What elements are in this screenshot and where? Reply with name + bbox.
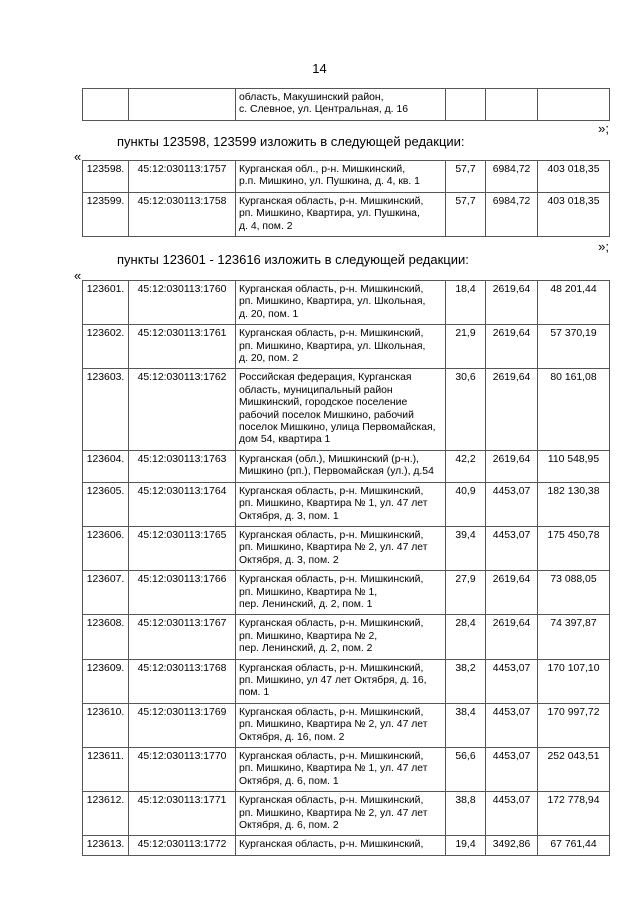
table-row bbox=[83, 482, 610, 526]
value-cell: 252 043,51 bbox=[538, 748, 610, 792]
area-cell: 57,7 bbox=[446, 161, 486, 193]
address-cell bbox=[236, 836, 446, 855]
address-line: д. 20, пом. 2 bbox=[239, 353, 299, 365]
area-cell: 30,6 bbox=[446, 369, 486, 450]
table-row bbox=[83, 836, 610, 855]
address-line: рп. Мишкино, Квартира, ул. Школьная, bbox=[239, 296, 426, 308]
row-number-cell: 123608. bbox=[83, 615, 129, 659]
register-table bbox=[82, 160, 610, 237]
address-cell bbox=[236, 89, 446, 121]
cadastral-number-cell: 45:12:030113:1761 bbox=[129, 325, 236, 369]
address-cell bbox=[236, 571, 446, 615]
address-cell bbox=[236, 450, 446, 482]
cadastral-number-cell: 45:12:030113:1762 bbox=[129, 369, 236, 450]
table-row bbox=[83, 792, 610, 836]
row-number-cell: 123609. bbox=[83, 659, 129, 703]
address-line: Октября, д. 3, пом. 1 bbox=[239, 510, 339, 522]
value-cell: 170 997,72 bbox=[538, 703, 610, 747]
area-cell: 42,2 bbox=[446, 450, 486, 482]
address-line: рабочий поселок Мишкино, рабочий bbox=[239, 409, 414, 421]
table-row bbox=[83, 281, 610, 325]
address-line: Октября, д. 6, пом. 1 bbox=[239, 775, 339, 787]
rate-cell: 4453,07 bbox=[486, 659, 538, 703]
register-table-fragment bbox=[82, 88, 610, 121]
table-row bbox=[83, 325, 610, 369]
rate-cell: 4453,07 bbox=[486, 482, 538, 526]
address-line: пер. Ленинский, д. 2, пом. 2 bbox=[239, 643, 373, 655]
cadastral-number-cell: 45:12:030113:1764 bbox=[129, 482, 236, 526]
value-cell: 175 450,78 bbox=[538, 526, 610, 570]
value-cell: 48 201,44 bbox=[538, 281, 610, 325]
address-line: Курганская область, р-н. Мишкинский, bbox=[239, 795, 424, 807]
address-cell bbox=[236, 703, 446, 747]
cadastral-number-cell: 45:12:030113:1767 bbox=[129, 615, 236, 659]
closing-quote: »; bbox=[598, 239, 609, 254]
address-line: Курганская область, р-н. Мишкинский, bbox=[239, 529, 424, 541]
rate-cell: 4453,07 bbox=[486, 703, 538, 747]
area-cell: 28,4 bbox=[446, 615, 486, 659]
address-line: дом 54, квартира 1 bbox=[239, 434, 331, 446]
address-line: д. 20, пом. 1 bbox=[239, 308, 299, 320]
address-line: Курганская область, р-н. Мишкинский, bbox=[239, 284, 424, 295]
value-cell: 67 761,44 bbox=[538, 836, 610, 855]
table-row bbox=[83, 615, 610, 659]
address-line: область, муниципальный район bbox=[239, 384, 393, 396]
address-line: рп. Мишкино, Квартира № 1, bbox=[239, 586, 378, 598]
row-number-cell: 123604. bbox=[83, 450, 129, 482]
row-number-cell: 123598. bbox=[83, 161, 129, 193]
value-cell: 182 130,38 bbox=[538, 482, 610, 526]
value-cell: 74 397,87 bbox=[538, 615, 610, 659]
address-line: Курганская область, р-н. Мишкинский, bbox=[239, 574, 424, 586]
area-cell: 38,8 bbox=[446, 792, 486, 836]
address-line: рп. Мишкино, Квартира № 2, ул. 47 лет bbox=[239, 807, 428, 819]
address-line: Октября, д. 3, пом. 2 bbox=[239, 554, 339, 566]
address-cell bbox=[236, 659, 446, 703]
row-number-cell: 123606. bbox=[83, 526, 129, 570]
address-line: д. 4, пом. 2 bbox=[239, 220, 293, 232]
cadastral-number-cell bbox=[129, 89, 236, 121]
row-number-cell: 123601. bbox=[83, 281, 129, 325]
instruction-text: пункты 123601 - 123616 изложить в следующей редакции: bbox=[117, 252, 469, 267]
rate-cell: 2619,64 bbox=[486, 281, 538, 325]
address-line: рп. Мишкино, Квартира № 1, ул. 47 лет bbox=[239, 763, 428, 775]
address-line: р.п. Мишкино, ул. Пушкина, д. 4, кв. 1 bbox=[239, 176, 420, 188]
cadastral-number-cell: 45:12:030113:1766 bbox=[129, 571, 236, 615]
row-number-cell: 123599. bbox=[83, 192, 129, 236]
address-line: Курганская обл., р-н. Мишкинский, bbox=[239, 164, 406, 175]
rate-cell: 6984,72 bbox=[486, 192, 538, 236]
table-row bbox=[83, 703, 610, 747]
area-cell: 18,4 bbox=[446, 281, 486, 325]
address-line: Российская федерация, Курганская bbox=[239, 372, 412, 384]
address-line: Курганская область, р-н. Мишкинский, bbox=[239, 485, 424, 497]
rate-cell: 6984,72 bbox=[486, 161, 538, 193]
value-cell: 172 778,94 bbox=[538, 792, 610, 836]
rate-cell: 3492,86 bbox=[486, 836, 538, 855]
row-number-cell: 123610. bbox=[83, 703, 129, 747]
address-line: Курганская область, р-н. Мишкинский, bbox=[239, 751, 424, 762]
cadastral-number-cell: 45:12:030113:1763 bbox=[129, 450, 236, 482]
address-line: рп. Мишкино, Квартира № 2, ул. 47 лет bbox=[239, 719, 428, 731]
area-cell: 56,6 bbox=[446, 748, 486, 792]
area-cell: 21,9 bbox=[446, 325, 486, 369]
area-cell: 40,9 bbox=[446, 482, 486, 526]
address-cell bbox=[236, 526, 446, 570]
rate-cell: 4453,07 bbox=[486, 792, 538, 836]
address-line: Курганская (обл.), Мишкинский (р-н.), bbox=[239, 453, 419, 465]
cadastral-number-cell: 45:12:030113:1768 bbox=[129, 659, 236, 703]
table-row bbox=[83, 571, 610, 615]
value-cell: 57 370,19 bbox=[538, 325, 610, 369]
page-number: 14 bbox=[312, 61, 327, 76]
opening-quote: « bbox=[74, 268, 82, 283]
rate-cell: 2619,64 bbox=[486, 615, 538, 659]
address-line: пом. 1 bbox=[239, 687, 270, 699]
address-cell bbox=[236, 615, 446, 659]
register-table bbox=[82, 280, 610, 856]
address-cell bbox=[236, 325, 446, 369]
row-number-cell bbox=[83, 89, 129, 121]
address-cell bbox=[236, 192, 446, 236]
cadastral-number-cell: 45:12:030113:1765 bbox=[129, 526, 236, 570]
value-cell: 170 107,10 bbox=[538, 659, 610, 703]
address-line: Курганская область, р-н. Мишкинский, bbox=[239, 706, 424, 718]
address-line: область, Макушинский район, bbox=[239, 92, 384, 103]
area-cell bbox=[446, 89, 486, 121]
cadastral-number-cell: 45:12:030113:1757 bbox=[129, 161, 236, 193]
area-cell: 38,2 bbox=[446, 659, 486, 703]
row-number-cell: 123613. bbox=[83, 836, 129, 855]
closing-quote: »; bbox=[598, 121, 609, 136]
address-cell bbox=[236, 748, 446, 792]
cadastral-number-cell: 45:12:030113:1771 bbox=[129, 792, 236, 836]
area-cell: 27,9 bbox=[446, 571, 486, 615]
table-row bbox=[83, 192, 610, 236]
area-cell: 57,7 bbox=[446, 192, 486, 236]
area-cell: 38,4 bbox=[446, 703, 486, 747]
address-line: Курганская область, р-н. Мишкинский, bbox=[239, 839, 424, 851]
cadastral-number-cell: 45:12:030113:1770 bbox=[129, 748, 236, 792]
rate-cell: 4453,07 bbox=[486, 526, 538, 570]
address-line: рп. Мишкино, Квартира № 1, ул. 47 лет bbox=[239, 498, 428, 510]
address-cell bbox=[236, 161, 446, 193]
area-cell: 19,4 bbox=[446, 836, 486, 855]
row-number-cell: 123607. bbox=[83, 571, 129, 615]
table-row bbox=[83, 450, 610, 482]
value-cell: 110 548,95 bbox=[538, 450, 610, 482]
cadastral-number-cell: 45:12:030113:1758 bbox=[129, 192, 236, 236]
rate-cell: 2619,64 bbox=[486, 369, 538, 450]
value-cell: 73 088,05 bbox=[538, 571, 610, 615]
cadastral-number-cell: 45:12:030113:1760 bbox=[129, 281, 236, 325]
area-cell: 39,4 bbox=[446, 526, 486, 570]
address-line: рп. Мишкино, Квартира, ул. Пушкина, bbox=[239, 208, 420, 220]
address-line: Октября, д. 16, пом. 2 bbox=[239, 731, 345, 743]
address-line: Курганская область, р-н. Мишкинский, bbox=[239, 328, 424, 340]
address-cell bbox=[236, 792, 446, 836]
rate-cell: 2619,64 bbox=[486, 325, 538, 369]
table-row bbox=[83, 659, 610, 703]
address-line: рп. Мишкино, Квартира № 2, ул. 47 лет bbox=[239, 542, 428, 554]
address-line: рп. Мишкино, Квартира, ул. Школьная, bbox=[239, 340, 426, 352]
address-line: Октября, д. 6, пом. 2 bbox=[239, 820, 339, 832]
row-number-cell: 123602. bbox=[83, 325, 129, 369]
address-line: рп. Мишкино, ул 47 лет Октября, д. 16, bbox=[239, 674, 427, 686]
instruction-text: пункты 123598, 123599 изложить в следующей редакции: bbox=[117, 134, 465, 149]
row-number-cell: 123603. bbox=[83, 369, 129, 450]
rate-cell bbox=[486, 89, 538, 121]
rate-cell: 2619,64 bbox=[486, 571, 538, 615]
address-line: пер. Ленинский, д. 2, пом. 1 bbox=[239, 598, 373, 610]
value-cell: 80 161,08 bbox=[538, 369, 610, 450]
address-line: Мишкино (рп.), Первомайская (ул.), д.54 bbox=[239, 466, 434, 478]
row-number-cell: 123612. bbox=[83, 792, 129, 836]
table-row bbox=[83, 369, 610, 450]
address-line: Мишкинский, городское поселение bbox=[239, 397, 408, 409]
address-cell bbox=[236, 281, 446, 325]
address-line: Курганская область, р-н. Мишкинский, bbox=[239, 662, 424, 674]
rate-cell: 4453,07 bbox=[486, 748, 538, 792]
address-line: поселок Мишкино, улица Первомайская, bbox=[239, 422, 436, 434]
address-cell bbox=[236, 482, 446, 526]
table-row bbox=[83, 89, 610, 121]
address-line: с. Слевное, ул. Центральная, д. 16 bbox=[239, 104, 409, 116]
table-row bbox=[83, 526, 610, 570]
cadastral-number-cell: 45:12:030113:1769 bbox=[129, 703, 236, 747]
opening-quote: « bbox=[74, 149, 82, 164]
address-line: Курганская область, р-н. Мишкинский, bbox=[239, 618, 424, 630]
row-number-cell: 123605. bbox=[83, 482, 129, 526]
address-line: Курганская область, р-н. Мишкинский, bbox=[239, 195, 424, 207]
address-cell bbox=[236, 369, 446, 450]
row-number-cell: 123611. bbox=[83, 748, 129, 792]
table-row bbox=[83, 161, 610, 193]
rate-cell: 2619,64 bbox=[486, 450, 538, 482]
cadastral-number-cell: 45:12:030113:1772 bbox=[129, 836, 236, 855]
value-cell: 403 018,35 bbox=[538, 192, 610, 236]
table-row bbox=[83, 748, 610, 792]
address-line: рп. Мишкино, Квартира № 2, bbox=[239, 630, 378, 642]
value-cell bbox=[538, 89, 610, 121]
value-cell: 403 018,35 bbox=[538, 161, 610, 193]
